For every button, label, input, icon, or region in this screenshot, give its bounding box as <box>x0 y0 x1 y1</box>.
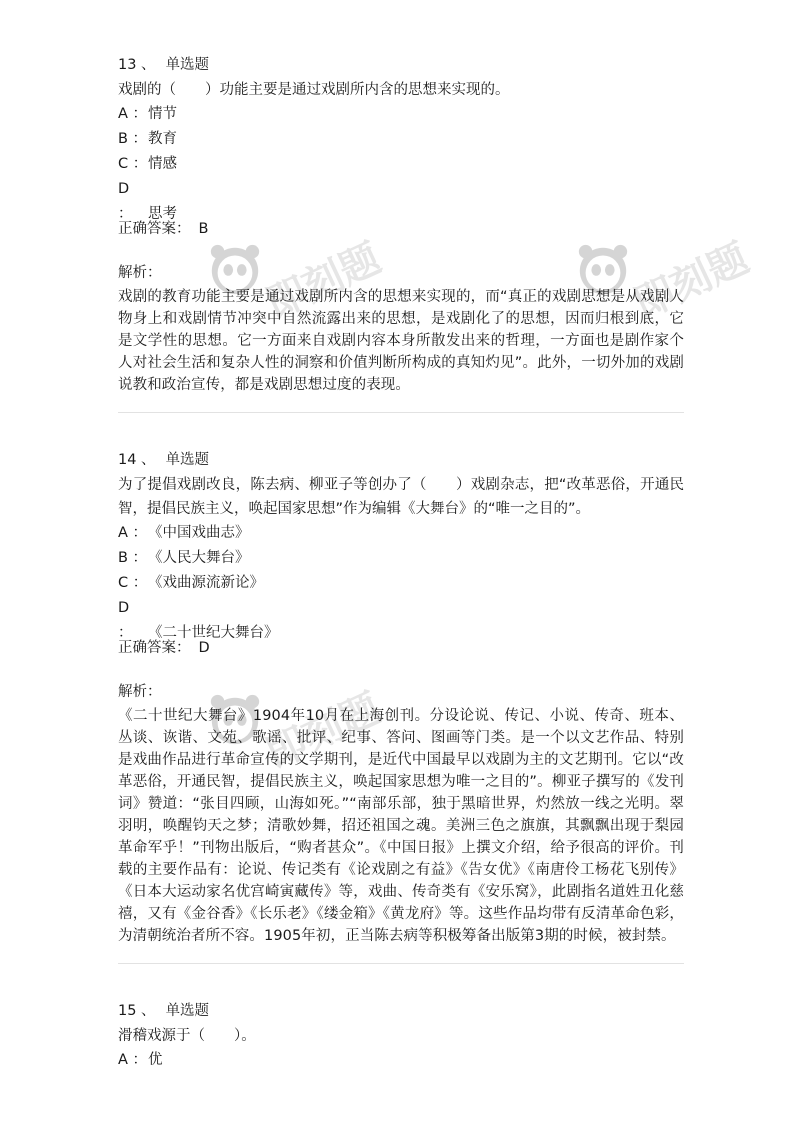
option-letter: D ： <box>118 600 133 641</box>
option-a[interactable] <box>118 102 684 127</box>
question-stem: 为了提倡戏剧改良，陈去病、柳亚子等创办了（ ）戏剧杂志，把“改革恶俗，开通民智，提倡民族主义，唤起国家思想”作为编辑《大舞台》的“唯一之目的”。 <box>118 477 684 517</box>
analysis-label: 解析： <box>118 684 162 700</box>
option-b[interactable] <box>118 546 684 571</box>
answer-value: D <box>198 640 210 656</box>
question-header <box>118 998 684 1024</box>
question-15 <box>118 998 684 1073</box>
question-number: 13 、 <box>118 57 156 73</box>
option-text: 《戏曲源流新论》 <box>148 575 264 591</box>
option-letter: C ： <box>118 156 148 172</box>
question-number: 14 、 <box>118 452 156 468</box>
option-text: 情节 <box>148 106 177 122</box>
option-letter: A ： <box>118 106 148 122</box>
option-letter: C ： <box>118 575 148 591</box>
option-text: 教育 <box>148 131 177 147</box>
analysis-text: 《二十世纪大舞台》1904年10月在上海创刊。分设论说、传记、小说、传奇、班本、丛谈、诙谐、文苑、歌谣、批评、纪事、答问、图画等门类。是一个以文艺作品、特别是戏曲作品进行革命宣传的文学期刊，是近代中国最早以戏剧为主的文艺期刊。它以“改革恶俗，开通民智，提倡民族主义，唤起国家思想为唯一之目的”。柳亚子撰写的《发刊词》赞道：“张目四顾，山海如死。”“南部乐部，独于黑暗世界，灼然放一线之光明。翠羽明，唤醒钧天之梦；清歌妙舞，招还祖国之魂。美洲三色之旗旗，其飘飘出现于梨园革命军乎！”刊物出版后，“购者甚众”。《中国日报》上撰文介绍，给予很高的评价。刊载的主要作品有：论说、传记类有《论戏剧之有益》《告女优》《南唐伶工杨花飞别传》《日本大运动家名优宫崎寅藏传》等，戏曲、传奇类有《安乐窝》，此剧指名道姓丑化慈禧，又有《金谷香》《长乐老》《缕金箱》《黄龙府》等。这些作品均带有反清革命色彩，为清朝统治者所不容。1905年初，正当陈去病等积极筹备出版第3期的时候，被封禁。 <box>118 708 684 944</box>
question-number: 15 、 <box>118 1003 156 1019</box>
question-type: 单选题 <box>165 57 210 73</box>
question-stem: 滑稽戏源于（ ）。 <box>118 1028 256 1044</box>
option-b[interactable] <box>118 127 684 152</box>
option-letter: B ： <box>118 550 148 566</box>
option-c[interactable] <box>118 152 684 177</box>
analysis-label: 解析： <box>118 265 162 281</box>
watermark-text-right: 即刻题 <box>627 235 756 328</box>
correct-answer <box>118 635 684 661</box>
question-type: 单选题 <box>165 1003 210 1019</box>
answer-value: B <box>198 221 209 237</box>
option-letter: A ： <box>118 525 148 541</box>
watermark-text-middle: 即刻题 <box>259 685 388 778</box>
analysis-text: 戏剧的教育功能主要是通过戏剧所内含的思想来实现的，而“真正的戏剧思想是从戏剧人物身上和戏剧情节冲突中自然流露出来的思想，是戏剧化了的思想，因而归根到底，它是文学性的思想。它一方面来自戏剧内容本身所散发出来的哲理，一方面也是剧作家个人对社会生活和复杂人性的洞察和价值判断所构成的真知灼见”。此外，一切外加的戏剧说教和政治宣传，都是戏剧思想过度的表现。 <box>118 289 684 393</box>
option-letter: B ： <box>118 131 148 147</box>
option-letter: D ： <box>118 181 133 222</box>
correct-answer <box>118 216 684 242</box>
question-stem: 戏剧的（ ）功能主要是通过戏剧所内含的思想来实现的。 <box>118 82 510 98</box>
question-page <box>118 52 684 1073</box>
divider <box>118 963 684 964</box>
option-d[interactable] <box>118 177 684 222</box>
option-d[interactable] <box>118 596 684 641</box>
option-a[interactable] <box>118 521 684 546</box>
option-text: 思考 <box>148 206 177 222</box>
watermark-text-left: 即刻题 <box>259 235 388 328</box>
option-text: 《中国戏曲志》 <box>148 525 250 541</box>
option-c[interactable] <box>118 571 684 596</box>
answer-label: 正确答案： <box>118 221 191 237</box>
question-type: 单选题 <box>165 452 210 468</box>
question-14 <box>118 447 684 947</box>
question-header <box>118 447 684 473</box>
divider <box>118 412 684 413</box>
option-text: 情感 <box>148 156 177 172</box>
option-text: 优 <box>148 1052 163 1068</box>
option-text: 《二十世纪大舞台》 <box>148 625 279 641</box>
option-text: 《人民大舞台》 <box>148 550 250 566</box>
option-letter: A ： <box>118 1052 148 1068</box>
question-13 <box>118 52 684 396</box>
option-a[interactable] <box>118 1048 684 1073</box>
answer-label: 正确答案： <box>118 640 191 656</box>
question-header <box>118 52 684 78</box>
